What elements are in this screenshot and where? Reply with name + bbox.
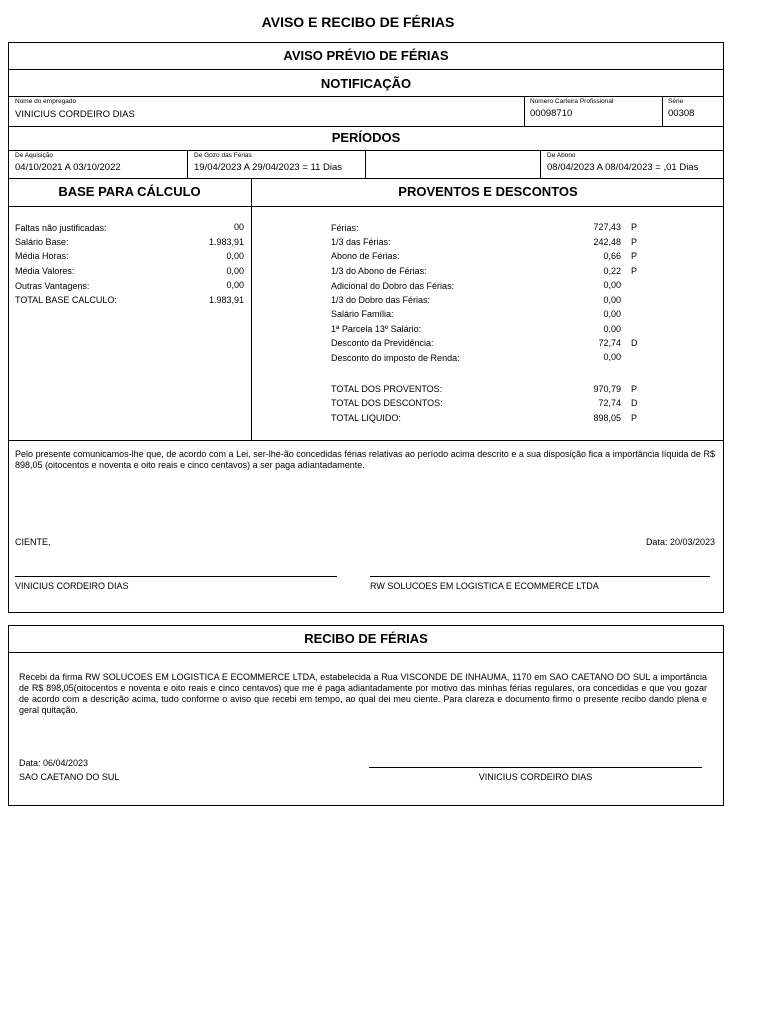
carteira-value: 00098710 [530,108,573,119]
provento-label: Desconto da Previdência: [331,338,434,348]
recibo-city: SAO CAETANO DO SUL [19,772,120,782]
aviso-paragraph: Pelo presente comunicamos-lhe que, de acordo com a Lei, ser-lhe-ão concedidas férias relativas ao período acima descrito e a sua disposição fica a importância líquida de R$ 898,05 (oitocentos e noventa e oito reais e cinco centavos) a ser paga adiantadamente. [15,449,715,470]
total-type: P [631,384,638,394]
divider [8,652,724,653]
carteira-label: Número Carteira Profissional [530,98,614,105]
serie-label: Série [668,98,684,105]
provento-label: 1/3 das Férias: [331,237,391,247]
provento-value: 0,00 [603,324,621,334]
provento-value: 0,00 [603,295,621,305]
serie-value: 00308 [668,108,695,119]
divider [8,150,724,151]
signature-line [369,767,702,768]
notificacao-heading: NOTIFICAÇÃO [320,76,412,91]
company-signature-name: RW SOLUCOES EM LOGISTICA E ECOMMERCE LTDA [370,581,599,591]
divider [8,96,724,97]
provento-value: 0,00 [603,352,621,362]
employee-name-label: Nome do empregado [15,98,77,105]
provento-value: 0,66 [603,251,621,261]
base-label: Salário Base: [15,237,69,247]
base-value: 1.983,91 [208,295,244,305]
base-heading: BASE PARA CÁLCULO [58,184,201,199]
divider [251,178,252,440]
employee-name: VINICIUS CORDEIRO DIAS [15,109,135,120]
divider [8,126,724,127]
abono-value: 08/04/2023 A 08/04/2023 = ,01 Dias [547,162,699,173]
signature-line [370,576,710,577]
provento-value: 242,48 [593,237,621,247]
recibo-heading: RECIBO DE FÉRIAS [304,631,428,646]
document-title: AVISO E RECIBO DE FÉRIAS [261,14,455,30]
total-value: 72,74 [598,398,621,408]
divider [8,69,724,70]
provento-label: Férias: [331,223,359,233]
base-value: 0,00 [226,251,244,261]
provento-label: Desconto do imposto de Renda: [331,353,460,363]
base-value: 00 [233,222,244,232]
aviso-heading: AVISO PRÉVIO DE FÉRIAS [283,48,449,63]
abono-label: De Abono [547,152,576,159]
ciente-label: CIENTE, [15,537,51,547]
base-label: TOTAL BASE CALCULO: [15,295,117,305]
divider [524,96,525,126]
gozo-label: De Gozo das Férias [194,152,252,159]
employee-signature-name: VINICIUS CORDEIRO DIAS [15,581,129,591]
total-type: P [631,413,638,423]
provento-type: P [631,251,638,261]
provento-type: D [631,338,638,348]
base-value: 0,00 [226,266,244,276]
base-value: 1.983,91 [208,237,244,247]
total-value: 970,79 [593,384,621,394]
periodos-heading: PERÍODOS [331,130,401,145]
aviso-date: Data: 20/03/2023 [645,537,715,547]
divider [662,96,663,126]
provento-label: 1/3 do Abono de Férias: [331,266,427,276]
provento-value: 0,00 [603,309,621,319]
divider [8,206,724,207]
divider [540,150,541,178]
base-label: Outras Vantagens: [15,281,90,291]
base-label: Média Valores: [15,266,75,276]
divider [187,150,188,178]
provento-value: 72,74 [598,338,621,348]
divider [8,178,724,179]
provento-value: 0,22 [603,266,621,276]
signature-line [15,576,337,577]
provento-value: 0,00 [603,280,621,290]
total-value: 898,05 [593,413,621,423]
total-label: TOTAL DOS DESCONTOS: [331,398,443,408]
proventos-heading: PROVENTOS E DESCONTOS [398,184,578,199]
provento-label: Abono de Férias: [331,251,400,261]
total-label: TOTAL LIQUIDO: [331,413,401,423]
recibo-paragraph: Recebi da firma RW SOLUCOES EM LOGISTICA E ECOMMERCE LTDA, estabelecida a Rua VISCONDE DE INHAUMA, 1170 em SAO CAETANO DO SUL a importância de R$ 898,05(oitocentos e noventa e oito reais e cinco centavos) que me é paga adiantadamente por motivo das minhas férias regulares, ora concedidas e que vou gozar de acordo com a descrição acima, tudo conforme o aviso que recebi em tempo, ao qual dei meu ciente. Para clareza e documento firmo o presente recibo dando plena e geral quitação. [19,672,707,715]
aquisicao-value: 04/10/2021 A 03/10/2022 [15,162,121,173]
gozo-value: 19/04/2023 A 29/04/2023 = 11 Dias [194,162,342,173]
provento-label: 1ª Parcela 13º Salário: [331,324,422,334]
provento-label: 1/3 do Dobro das Férias: [331,295,431,305]
base-label: Média Horas: [15,251,69,261]
total-label: TOTAL DOS PROVENTOS: [331,384,443,394]
provento-label: Adicional do Dobro das Férias: [331,281,455,291]
total-type: D [631,398,638,408]
divider [365,150,366,178]
provento-type: P [631,222,638,232]
base-label: Faltas não justificadas: [15,223,107,233]
aquisicao-label: De Aquisição [15,152,53,159]
recibo-date: Data: 06/04/2023 [19,758,89,768]
base-value: 0,00 [226,280,244,290]
provento-type: P [631,266,638,276]
divider [8,440,724,441]
provento-value: 727,43 [593,222,621,232]
recibo-employee-signature: VINICIUS CORDEIRO DIAS [478,772,593,782]
provento-label: Salário Família: [331,309,394,319]
provento-type: P [631,237,638,247]
